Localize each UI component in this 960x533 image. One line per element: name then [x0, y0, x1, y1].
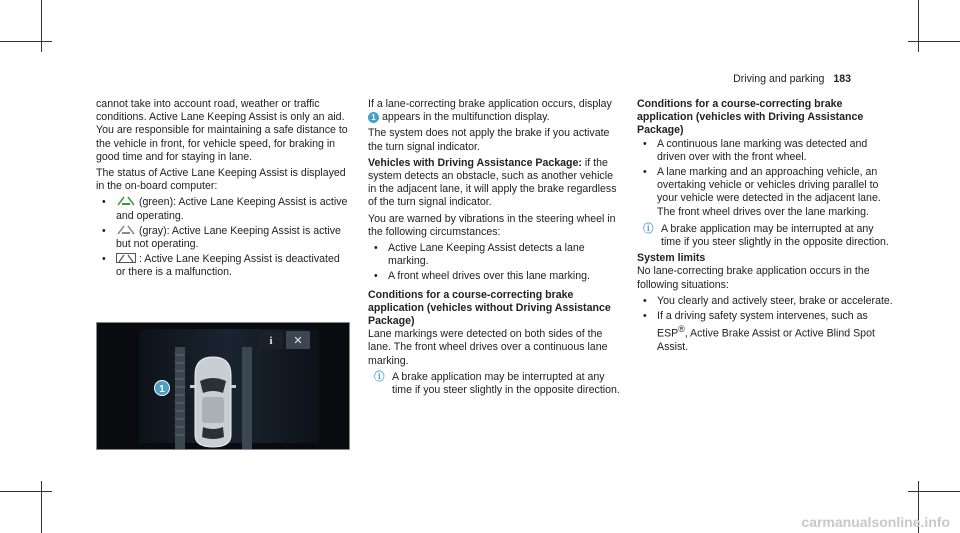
paragraph: Vehicles with Driving Assistance Package: if the system detects an obstacle, such as another vehicle in the adjacent lane, it will apply the brake regardless of the turn signal indicator. — [368, 156, 617, 209]
bullet-item: • Active Lane Keeping Assist detects a lane marking. — [374, 242, 620, 268]
column-3 — [637, 98, 893, 356]
paragraph: You are warned by vibrations in the steering wheel in the following circumstances: — [368, 212, 616, 238]
watermark: carmanualsonline.info — [801, 514, 950, 530]
paragraph: No lane-correcting brake application occurs in the following situations: — [637, 265, 870, 291]
section-heading: Conditions for a course-correcting brake application (vehicles with Driving Assistance Package) — [637, 98, 864, 137]
paragraph: The status of Active Lane Keeping Assist is displayed in the on-board computer: — [96, 167, 346, 193]
column-1 — [96, 98, 348, 282]
bullet-item: • (gray): Active Lane Keeping Assist is active but not operating. — [102, 225, 348, 251]
paragraph: The system does not apply the brake if you activate the turn signal indicator. — [368, 127, 610, 153]
lane-keeping-icon — [116, 225, 136, 235]
lane-keeping-icon — [116, 196, 136, 206]
section-heading: System limits — [637, 252, 706, 265]
bullet-item: • : Active Lane Keeping Assist is deactivated or there is a malfunction. — [102, 253, 348, 279]
callout-badge-label: 1 — [159, 384, 165, 395]
note: ⓘ A brake application may be interrupted at any time if you steer slightly in the opposite direction. — [643, 222, 889, 249]
callout-badge: 1 — [368, 112, 379, 123]
section-title: Driving and parking — [733, 73, 825, 85]
bullet-item: • A front wheel drives over this lane marking. — [374, 270, 620, 283]
bullet-item: • A lane marking and an approaching vehicle, an overtaking vehicle or vehicles driving parallel to your vehicle were detected in the adjacent lane. The front wheel drives over the lane marking. — [643, 166, 893, 219]
paragraph: Lane markings were detected on both sides of the lane. The front wheel drives over a continuous lane marking. — [368, 328, 608, 367]
info-note-icon: ⓘ — [374, 370, 385, 383]
bullet-item: • A continuous lane marking was detected and driven over with the front wheel. — [643, 138, 893, 164]
bullet-item: • If a driving safety system intervenes, such as ESP®, Active Brake Assist or Active Blind Spot Assist. — [643, 310, 893, 354]
page-header — [733, 73, 851, 85]
paragraph: cannot take into account road, weather or traffic conditions. Active Lane Keeping Assist is only an aid. You are responsible for maintaining a safe distance to the vehicle in front, for vehicle speed, for braking in good time and for staying in lane. — [96, 98, 348, 163]
car-top-view-icon — [190, 357, 236, 447]
close-icon: ✕ — [293, 334, 303, 347]
bullet-item: • You clearly and actively steer, brake or accelerate. — [643, 295, 893, 308]
lane-keeping-off-icon — [116, 253, 136, 263]
note: ⓘ A brake application may be interrupted at any time if you steer slightly in the opposite direction. — [374, 370, 620, 397]
section-heading: Conditions for a course-correcting brake application (vehicles without Driving Assistance Package) — [368, 288, 611, 328]
vehicle-lane-graphic — [97, 323, 349, 449]
display-illustration — [96, 322, 350, 450]
info-note-icon: ⓘ — [643, 222, 654, 235]
bullet-item: • (green): Active Lane Keeping Assist is active and operating. — [102, 196, 348, 222]
column-2 — [368, 98, 620, 400]
page-number: 183 — [833, 73, 851, 85]
info-icon: i — [269, 335, 273, 347]
paragraph: If a lane-correcting brake application occurs, display 1 appears in the multifunction display. — [368, 98, 612, 124]
